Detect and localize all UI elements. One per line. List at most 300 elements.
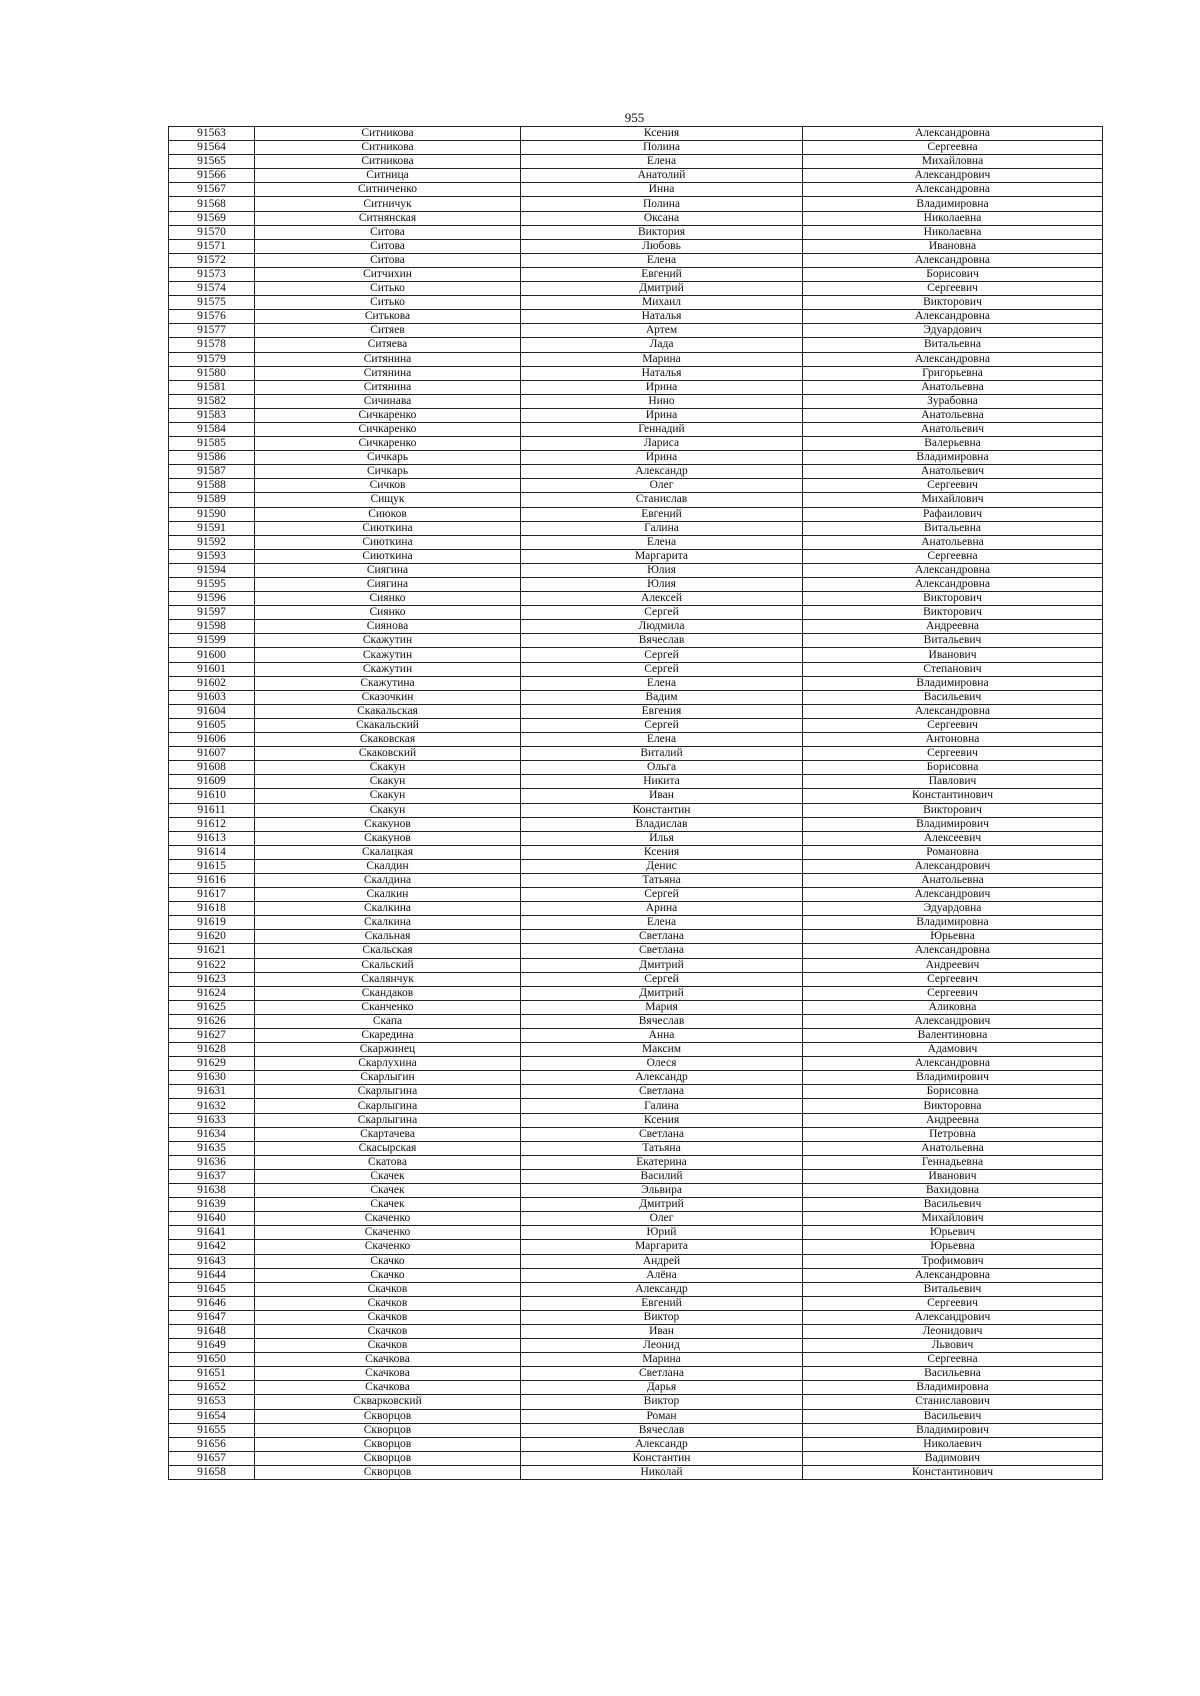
table-row	[169, 155, 1103, 169]
table-row	[169, 479, 1103, 493]
row-number-cell: 91569	[169, 211, 255, 225]
patronymic-cell: Александровна	[803, 563, 1103, 577]
patronymic-cell: Степанович	[803, 662, 1103, 676]
first-name-cell: Елена	[521, 253, 803, 267]
patronymic-cell: Александрович	[803, 1310, 1103, 1324]
surname-cell: Скварковский	[255, 1395, 521, 1409]
patronymic-cell: Анатольевна	[803, 380, 1103, 394]
patronymic-cell: Александровна	[803, 1268, 1103, 1282]
row-number-cell: 91615	[169, 859, 255, 873]
surname-cell: Ситянина	[255, 352, 521, 366]
first-name-cell: Олег	[521, 479, 803, 493]
table-row	[169, 1353, 1103, 1367]
first-name-cell: Иван	[521, 789, 803, 803]
surname-cell: Скаковский	[255, 747, 521, 761]
surname-cell: Сканченко	[255, 1000, 521, 1014]
first-name-cell: Евгений	[521, 1296, 803, 1310]
row-number-cell: 91567	[169, 183, 255, 197]
first-name-cell: Татьяна	[521, 873, 803, 887]
first-name-cell: Виктор	[521, 1395, 803, 1409]
row-number-cell: 91583	[169, 408, 255, 422]
patronymic-cell: Эдуардович	[803, 324, 1103, 338]
surname-cell: Сиянко	[255, 606, 521, 620]
table-row	[169, 1113, 1103, 1127]
first-name-cell: Константин	[521, 803, 803, 817]
table-row	[169, 1240, 1103, 1254]
first-name-cell: Полина	[521, 197, 803, 211]
first-name-cell: Лада	[521, 338, 803, 352]
row-number-cell: 91609	[169, 775, 255, 789]
table-row	[169, 394, 1103, 408]
table-row	[169, 761, 1103, 775]
surname-cell: Ситянина	[255, 366, 521, 380]
table-row	[169, 662, 1103, 676]
table-row	[169, 239, 1103, 253]
table-row	[169, 944, 1103, 958]
first-name-cell: Ирина	[521, 408, 803, 422]
surname-cell: Скворцов	[255, 1423, 521, 1437]
first-name-cell: Александр	[521, 1437, 803, 1451]
patronymic-cell: Борисович	[803, 267, 1103, 281]
first-name-cell: Юрий	[521, 1226, 803, 1240]
roster-table	[168, 126, 1103, 1480]
first-name-cell: Станислав	[521, 493, 803, 507]
surname-cell: Скажутин	[255, 634, 521, 648]
row-number-cell: 91618	[169, 902, 255, 916]
row-number-cell: 91599	[169, 634, 255, 648]
table-row	[169, 1437, 1103, 1451]
table-row	[169, 296, 1103, 310]
patronymic-cell: Адамович	[803, 1043, 1103, 1057]
surname-cell: Скачкова	[255, 1367, 521, 1381]
patronymic-cell: Витальевна	[803, 338, 1103, 352]
table-row	[169, 930, 1103, 944]
surname-cell: Скалдин	[255, 859, 521, 873]
table-row	[169, 1268, 1103, 1282]
table-row	[169, 817, 1103, 831]
first-name-cell: Дмитрий	[521, 958, 803, 972]
surname-cell: Скворцов	[255, 1465, 521, 1479]
table-row	[169, 1310, 1103, 1324]
row-number-cell: 91587	[169, 465, 255, 479]
table-row	[169, 225, 1103, 239]
patronymic-cell: Викторович	[803, 592, 1103, 606]
table-row	[169, 1367, 1103, 1381]
table-row	[169, 1057, 1103, 1071]
table-row	[169, 888, 1103, 902]
patronymic-cell: Александрович	[803, 888, 1103, 902]
table-row	[169, 1254, 1103, 1268]
first-name-cell: Полина	[521, 141, 803, 155]
patronymic-cell: Васильевич	[803, 1409, 1103, 1423]
row-number-cell: 91647	[169, 1310, 255, 1324]
patronymic-cell: Сергеевич	[803, 1296, 1103, 1310]
row-number-cell: 91578	[169, 338, 255, 352]
first-name-cell: Дмитрий	[521, 1198, 803, 1212]
surname-cell: Скакальская	[255, 704, 521, 718]
row-number-cell: 91579	[169, 352, 255, 366]
row-number-cell: 91642	[169, 1240, 255, 1254]
surname-cell: Скаченко	[255, 1240, 521, 1254]
surname-cell: Скалкин	[255, 888, 521, 902]
first-name-cell: Сергей	[521, 718, 803, 732]
first-name-cell: Владислав	[521, 817, 803, 831]
surname-cell: Скажутин	[255, 648, 521, 662]
table-row	[169, 310, 1103, 324]
surname-cell: Сиюткина	[255, 535, 521, 549]
surname-cell: Скакальский	[255, 718, 521, 732]
row-number-cell: 91625	[169, 1000, 255, 1014]
patronymic-cell: Владимирович	[803, 817, 1103, 831]
first-name-cell: Ксения	[521, 127, 803, 141]
table-row	[169, 169, 1103, 183]
table-row	[169, 592, 1103, 606]
patronymic-cell: Владимировна	[803, 916, 1103, 930]
row-number-cell: 91613	[169, 831, 255, 845]
row-number-cell: 91598	[169, 620, 255, 634]
first-name-cell: Светлана	[521, 930, 803, 944]
surname-cell: Ситница	[255, 169, 521, 183]
first-name-cell: Вячеслав	[521, 1423, 803, 1437]
first-name-cell: Сергей	[521, 888, 803, 902]
first-name-cell: Юлия	[521, 563, 803, 577]
first-name-cell: Александр	[521, 1282, 803, 1296]
patronymic-cell: Романовна	[803, 845, 1103, 859]
surname-cell: Сиюков	[255, 507, 521, 521]
surname-cell: Скажутин	[255, 662, 521, 676]
surname-cell: Скачко	[255, 1254, 521, 1268]
patronymic-cell: Андреевич	[803, 958, 1103, 972]
table-row	[169, 733, 1103, 747]
surname-cell: Сичинава	[255, 394, 521, 408]
table-row	[169, 676, 1103, 690]
table-row	[169, 211, 1103, 225]
surname-cell: Сиюткина	[255, 549, 521, 563]
table-row	[169, 690, 1103, 704]
surname-cell: Скарлыгина	[255, 1113, 521, 1127]
patronymic-cell: Анатольевич	[803, 422, 1103, 436]
first-name-cell: Олег	[521, 1212, 803, 1226]
patronymic-cell: Валентиновна	[803, 1029, 1103, 1043]
row-number-cell: 91595	[169, 578, 255, 592]
row-number-cell: 91564	[169, 141, 255, 155]
table-row	[169, 859, 1103, 873]
surname-cell: Скапа	[255, 1014, 521, 1028]
surname-cell: Ситяев	[255, 324, 521, 338]
surname-cell: Сиянко	[255, 592, 521, 606]
first-name-cell: Елена	[521, 916, 803, 930]
surname-cell: Скакунов	[255, 831, 521, 845]
row-number-cell: 91600	[169, 648, 255, 662]
first-name-cell: Евгений	[521, 267, 803, 281]
row-number-cell: 91566	[169, 169, 255, 183]
row-number-cell: 91655	[169, 1423, 255, 1437]
patronymic-cell: Сергеевич	[803, 718, 1103, 732]
table-row	[169, 958, 1103, 972]
table-row	[169, 718, 1103, 732]
table-row	[169, 1141, 1103, 1155]
surname-cell: Сичкарь	[255, 451, 521, 465]
row-number-cell: 91634	[169, 1127, 255, 1141]
first-name-cell: Юлия	[521, 578, 803, 592]
patronymic-cell: Александровна	[803, 1057, 1103, 1071]
row-number-cell: 91639	[169, 1198, 255, 1212]
first-name-cell: Дмитрий	[521, 986, 803, 1000]
patronymic-cell: Сергеевич	[803, 747, 1103, 761]
first-name-cell: Сергей	[521, 606, 803, 620]
row-number-cell: 91590	[169, 507, 255, 521]
first-name-cell: Оксана	[521, 211, 803, 225]
row-number-cell: 91581	[169, 380, 255, 394]
first-name-cell: Людмила	[521, 620, 803, 634]
first-name-cell: Андрей	[521, 1254, 803, 1268]
patronymic-cell: Александрович	[803, 859, 1103, 873]
surname-cell: Ситькова	[255, 310, 521, 324]
surname-cell: Скальная	[255, 930, 521, 944]
surname-cell: Скалкина	[255, 916, 521, 930]
patronymic-cell: Сергеевна	[803, 549, 1103, 563]
patronymic-cell: Юрьевна	[803, 930, 1103, 944]
table-row	[169, 1043, 1103, 1057]
table-row	[169, 1409, 1103, 1423]
patronymic-cell: Алексеевич	[803, 831, 1103, 845]
first-name-cell: Олеся	[521, 1057, 803, 1071]
row-number-cell: 91592	[169, 535, 255, 549]
patronymic-cell: Викторович	[803, 606, 1103, 620]
table-row	[169, 1324, 1103, 1338]
table-row	[169, 1212, 1103, 1226]
row-number-cell: 91576	[169, 310, 255, 324]
row-number-cell: 91635	[169, 1141, 255, 1155]
table-row	[169, 1099, 1103, 1113]
row-number-cell: 91580	[169, 366, 255, 380]
table-row	[169, 366, 1103, 380]
table-row	[169, 1085, 1103, 1099]
surname-cell: Скачек	[255, 1198, 521, 1212]
surname-cell: Сичкаренко	[255, 408, 521, 422]
table-row	[169, 986, 1103, 1000]
table-row	[169, 873, 1103, 887]
first-name-cell: Никита	[521, 775, 803, 789]
row-number-cell: 91658	[169, 1465, 255, 1479]
patronymic-cell: Трофимович	[803, 1254, 1103, 1268]
patronymic-cell: Александровна	[803, 704, 1103, 718]
row-number-cell: 91629	[169, 1057, 255, 1071]
row-number-cell: 91604	[169, 704, 255, 718]
surname-cell: Ситянина	[255, 380, 521, 394]
patronymic-cell: Сергеевич	[803, 986, 1103, 1000]
table-row	[169, 493, 1103, 507]
first-name-cell: Сергей	[521, 648, 803, 662]
row-number-cell: 91650	[169, 1353, 255, 1367]
table-row	[169, 507, 1103, 521]
row-number-cell: 91614	[169, 845, 255, 859]
patronymic-cell: Павлович	[803, 775, 1103, 789]
row-number-cell: 91646	[169, 1296, 255, 1310]
patronymic-cell: Александровна	[803, 310, 1103, 324]
patronymic-cell: Станиславович	[803, 1395, 1103, 1409]
patronymic-cell: Анатольевна	[803, 535, 1103, 549]
patronymic-cell: Викторович	[803, 803, 1103, 817]
surname-cell: Сиягина	[255, 563, 521, 577]
first-name-cell: Илья	[521, 831, 803, 845]
patronymic-cell: Александровна	[803, 253, 1103, 267]
first-name-cell: Любовь	[521, 239, 803, 253]
surname-cell: Ситнянская	[255, 211, 521, 225]
patronymic-cell: Борисовна	[803, 1085, 1103, 1099]
row-number-cell: 91573	[169, 267, 255, 281]
patronymic-cell: Александрович	[803, 169, 1103, 183]
surname-cell: Скаченко	[255, 1212, 521, 1226]
first-name-cell: Виктор	[521, 1310, 803, 1324]
surname-cell: Скальский	[255, 958, 521, 972]
surname-cell: Скачкова	[255, 1381, 521, 1395]
surname-cell: Ситова	[255, 253, 521, 267]
patronymic-cell: Эдуардовна	[803, 902, 1103, 916]
table-row	[169, 253, 1103, 267]
row-number-cell: 91582	[169, 394, 255, 408]
first-name-cell: Василий	[521, 1169, 803, 1183]
row-number-cell: 91605	[169, 718, 255, 732]
patronymic-cell: Викторовна	[803, 1099, 1103, 1113]
table-row	[169, 437, 1103, 451]
patronymic-cell: Александровна	[803, 183, 1103, 197]
patronymic-cell: Сергеевич	[803, 479, 1103, 493]
first-name-cell: Галина	[521, 1099, 803, 1113]
patronymic-cell: Сергеевич	[803, 972, 1103, 986]
first-name-cell: Инна	[521, 183, 803, 197]
first-name-cell: Екатерина	[521, 1155, 803, 1169]
patronymic-cell: Вадимович	[803, 1451, 1103, 1465]
surname-cell: Сиянова	[255, 620, 521, 634]
surname-cell: Скандаков	[255, 986, 521, 1000]
surname-cell: Скажутина	[255, 676, 521, 690]
table-row	[169, 789, 1103, 803]
table-row	[169, 1339, 1103, 1353]
first-name-cell: Светлана	[521, 1127, 803, 1141]
first-name-cell: Ирина	[521, 451, 803, 465]
first-name-cell: Роман	[521, 1409, 803, 1423]
surname-cell: Скачков	[255, 1310, 521, 1324]
first-name-cell: Виталий	[521, 747, 803, 761]
table-row	[169, 972, 1103, 986]
table-row	[169, 183, 1103, 197]
surname-cell: Скачков	[255, 1282, 521, 1296]
row-number-cell: 91656	[169, 1437, 255, 1451]
row-number-cell: 91627	[169, 1029, 255, 1043]
row-number-cell: 91601	[169, 662, 255, 676]
row-number-cell: 91584	[169, 422, 255, 436]
row-number-cell: 91594	[169, 563, 255, 577]
row-number-cell: 91570	[169, 225, 255, 239]
row-number-cell: 91589	[169, 493, 255, 507]
table-row	[169, 1423, 1103, 1437]
patronymic-cell: Анатольевна	[803, 873, 1103, 887]
patronymic-cell: Александровна	[803, 578, 1103, 592]
first-name-cell: Дарья	[521, 1381, 803, 1395]
first-name-cell: Геннадий	[521, 422, 803, 436]
patronymic-cell: Витальевич	[803, 634, 1103, 648]
surname-cell: Скворцов	[255, 1437, 521, 1451]
table-row	[169, 1395, 1103, 1409]
surname-cell: Скачек	[255, 1184, 521, 1198]
row-number-cell: 91608	[169, 761, 255, 775]
patronymic-cell: Антоновна	[803, 733, 1103, 747]
first-name-cell: Ксения	[521, 845, 803, 859]
row-number-cell: 91610	[169, 789, 255, 803]
row-number-cell: 91596	[169, 592, 255, 606]
table-row	[169, 338, 1103, 352]
row-number-cell: 91575	[169, 296, 255, 310]
table-row	[169, 352, 1103, 366]
patronymic-cell: Анатольевна	[803, 408, 1103, 422]
surname-cell: Скворцов	[255, 1409, 521, 1423]
row-number-cell: 91624	[169, 986, 255, 1000]
patronymic-cell: Рафаилович	[803, 507, 1103, 521]
row-number-cell: 91640	[169, 1212, 255, 1226]
patronymic-cell: Константинович	[803, 1465, 1103, 1479]
surname-cell: Скакун	[255, 803, 521, 817]
first-name-cell: Светлана	[521, 944, 803, 958]
surname-cell: Скалацкая	[255, 845, 521, 859]
table-row	[169, 1296, 1103, 1310]
first-name-cell: Дмитрий	[521, 282, 803, 296]
table-row	[169, 648, 1103, 662]
patronymic-cell: Владимирович	[803, 1071, 1103, 1085]
surname-cell: Ситникова	[255, 155, 521, 169]
row-number-cell: 91568	[169, 197, 255, 211]
surname-cell: Сиюткина	[255, 521, 521, 535]
first-name-cell: Николай	[521, 1465, 803, 1479]
table-row	[169, 1184, 1103, 1198]
table-row	[169, 1127, 1103, 1141]
row-number-cell: 91643	[169, 1254, 255, 1268]
patronymic-cell: Петровна	[803, 1127, 1103, 1141]
first-name-cell: Артем	[521, 324, 803, 338]
row-number-cell: 91574	[169, 282, 255, 296]
row-number-cell: 91597	[169, 606, 255, 620]
surname-cell: Ситько	[255, 296, 521, 310]
patronymic-cell: Анатольевич	[803, 465, 1103, 479]
table-row	[169, 747, 1103, 761]
patronymic-cell: Михайлович	[803, 1212, 1103, 1226]
first-name-cell: Виктория	[521, 225, 803, 239]
first-name-cell: Лариса	[521, 437, 803, 451]
table-row	[169, 704, 1103, 718]
patronymic-cell: Ивановна	[803, 239, 1103, 253]
surname-cell: Скаредина	[255, 1029, 521, 1043]
surname-cell: Скаковская	[255, 733, 521, 747]
surname-cell: Ситчихин	[255, 267, 521, 281]
table-row	[169, 1155, 1103, 1169]
table-row	[169, 916, 1103, 930]
table-row	[169, 408, 1103, 422]
patronymic-cell: Вахидовна	[803, 1184, 1103, 1198]
table-row	[169, 803, 1103, 817]
roster-body	[169, 127, 1103, 1480]
first-name-cell: Вадим	[521, 690, 803, 704]
surname-cell: Ситяева	[255, 338, 521, 352]
table-row	[169, 563, 1103, 577]
surname-cell: Ситова	[255, 239, 521, 253]
patronymic-cell: Юрьевна	[803, 1240, 1103, 1254]
patronymic-cell: Александровна	[803, 944, 1103, 958]
patronymic-cell: Владимировна	[803, 676, 1103, 690]
surname-cell: Скачков	[255, 1339, 521, 1353]
patronymic-cell: Анатольевна	[803, 1141, 1103, 1155]
table-row	[169, 127, 1103, 141]
surname-cell: Скачек	[255, 1169, 521, 1183]
